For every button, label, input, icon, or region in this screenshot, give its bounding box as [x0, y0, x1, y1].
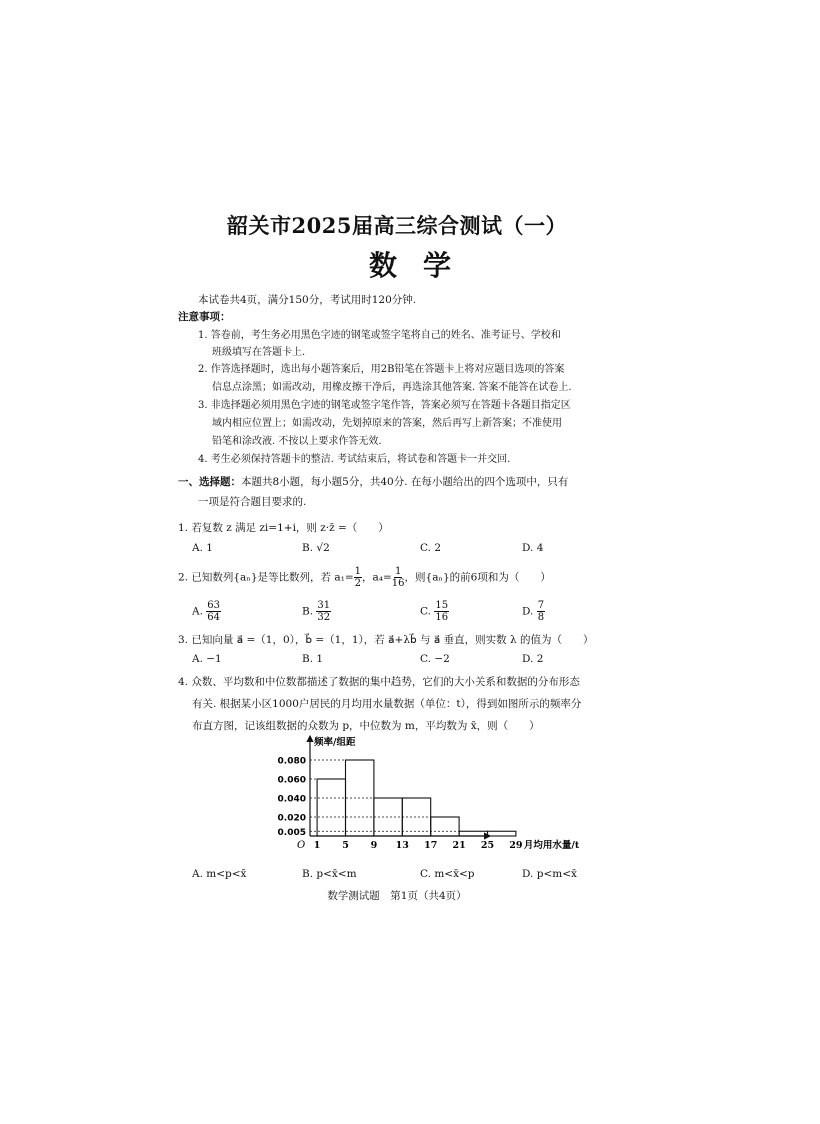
- q2-option-c-den: 16: [435, 612, 449, 623]
- q2-a4-fraction: [392, 566, 405, 589]
- q2-a4-numerator: 1: [394, 566, 402, 577]
- q2-option-d-label: D.: [522, 605, 534, 618]
- q2-a1-numerator: 1: [354, 566, 361, 577]
- q2-option-b-label: B.: [302, 605, 314, 618]
- note-4-line-1: 4. 考生必须保持答题卡的整洁. 考试结束后，将试卷和答题卡一并交回.: [198, 454, 511, 465]
- q1-option-b: B. √2: [302, 542, 330, 554]
- q2-option-a-fraction: [206, 600, 221, 623]
- question-4-line-3: 布直方图，记该组数据的众数为 p，中位数为 m，平均数为 x̄，则（ ）: [192, 720, 540, 732]
- note-3-line-2: 域内相应位置上；如需改动，先划掉原来的答案，然后再写上新答案；不准使用: [212, 418, 562, 429]
- section-1-line-1: 本题共8小题，每小题5分，共40分. 在每小题给出的四个选项中，只有: [241, 476, 569, 488]
- x-tick-label: 5: [342, 840, 349, 851]
- y-tick-label: 0.060: [277, 775, 306, 786]
- histogram-bar: [317, 779, 345, 836]
- y-axis-label: 频率/组距: [314, 737, 356, 748]
- q2-option-b-den: 32: [317, 612, 331, 623]
- q2-option-c-fraction: [434, 600, 449, 623]
- x-tick-label: 9: [370, 840, 378, 851]
- note-3-line-1: 3. 非选择题必须用黑色字迹的钢笔或签字笔作答，答案必须写在答题卡各题目指定区: [198, 400, 571, 411]
- notes-heading: 注意事项：: [178, 311, 231, 323]
- x-tick-label: 25: [480, 840, 495, 851]
- q2-option-d-num: 7: [537, 600, 545, 611]
- note-3-line-3: 铅笔和涂改液. 不按以上要求作答无效.: [212, 436, 382, 447]
- x-axis-label: 月均用水量/t: [523, 840, 580, 851]
- x-tick-label: 21: [452, 840, 466, 851]
- q2-option-d-den: 8: [537, 612, 545, 623]
- q2-stem-part-3: ，则{aₙ}的前6项和为（ ）: [404, 571, 551, 584]
- q2-stem-part-2: ，a₄=: [362, 571, 392, 584]
- histogram-bar: [459, 831, 487, 836]
- q2-option-a-label: A.: [192, 605, 203, 618]
- q1-option-a: A. 1: [192, 542, 213, 554]
- q2-option-b-fraction: [316, 600, 331, 623]
- y-tick-label: 0.080: [277, 756, 306, 767]
- q2-option-b: [302, 600, 331, 623]
- question-2-stem: [178, 566, 551, 589]
- q3-option-b: B. 1: [302, 653, 324, 665]
- question-3-stem: 3. 已知向量 a⃗ =（1，0），b⃗ =（1，1），若 a⃗+λb⃗ 与 a⃗ 垂直，则实数 λ 的值为（ ）: [178, 634, 594, 646]
- q1-option-d: D. 4: [522, 542, 544, 554]
- note-2-line-1: 2. 作答选择题时，选出每小题答案后，用2B铅笔在答题卡上将对应题目选项的答案: [198, 364, 565, 375]
- x-tick-label: 29: [509, 840, 523, 851]
- q2-option-c: [420, 600, 449, 623]
- q2-a1-fraction: [354, 566, 362, 589]
- question-4-line-1: 4. 众数、平均数和中位数都描述了数据的集中趋势，它们的大小关系和数据的分布形态: [178, 676, 580, 688]
- q2-option-b-num: 31: [317, 600, 331, 611]
- section-1-header: [178, 474, 568, 489]
- exam-intro: 本试卷共4页，满分150分，考试用时120分钟.: [198, 294, 417, 306]
- x-tick-label: 1: [313, 840, 321, 851]
- y-tick-label: 0.020: [277, 813, 306, 824]
- exam-title: 韶关市2025届高三综合测试（一）: [227, 213, 567, 238]
- q4-option-a: A. m<p<x̄: [192, 868, 247, 880]
- q2-option-a-num: 63: [207, 600, 220, 611]
- section-1-line-2: 一项是符合题目要求的.: [198, 496, 307, 508]
- q2-option-d-fraction: [537, 600, 545, 623]
- q4-option-d: D. p<m<x̄: [522, 868, 577, 880]
- page-footer: 数学测试题 第1页（共4页）: [327, 890, 467, 902]
- question-4-line-2: 有关. 根据某小区1000户居民的月均用水量数据（单位：t），得到如图所示的频率分: [192, 698, 582, 710]
- origin-label: O: [297, 840, 306, 851]
- q2-option-c-label: C.: [420, 605, 431, 618]
- q3-option-a: A. −1: [192, 653, 222, 665]
- x-tick-label: 17: [424, 840, 438, 851]
- subject-title: 数学: [368, 249, 477, 282]
- q2-option-a: [192, 600, 221, 623]
- q4-option-c: C. m<x̄<p: [420, 868, 475, 880]
- note-1-line-2: 班级填写在答题卡上.: [212, 347, 306, 358]
- section-1-label: 一、选择题：: [178, 476, 241, 488]
- question-1-stem: 1. 若复数 z 满足 zi=1+i，则 z·z̄ =（ ）: [178, 522, 389, 534]
- q3-option-d: D. 2: [522, 653, 544, 665]
- q4-option-b: B. p<x̄<m: [302, 868, 357, 880]
- histogram-bar: [431, 817, 459, 836]
- q2-a4-denominator: 16: [391, 578, 405, 589]
- y-tick-label: 0.005: [277, 827, 306, 838]
- x-tick-label: 13: [395, 840, 409, 851]
- q2-option-a-den: 64: [207, 612, 220, 623]
- histogram-bar: [488, 831, 516, 836]
- frequency-histogram: [260, 730, 580, 860]
- y-tick-label: 0.040: [277, 794, 306, 805]
- q1-option-c: C. 2: [420, 542, 442, 554]
- note-2-line-2: 信息点涂黑；如需改动，用橡皮擦干净后，再选涂其他答案. 答案不能答在试卷上.: [212, 382, 572, 393]
- note-1-line-1: 1. 答卷前，考生务必用黑色字迹的钢笔或签字笔将自己的姓名、准考证号、学校和: [198, 330, 561, 341]
- q3-option-c: C. −2: [420, 653, 450, 665]
- q2-a1-denominator: 2: [354, 578, 361, 589]
- q2-option-c-num: 15: [435, 600, 449, 611]
- q2-option-d: [522, 600, 545, 623]
- q2-stem-part-1: 2. 已知数列{aₙ}是等比数列，若 a₁=: [178, 571, 354, 584]
